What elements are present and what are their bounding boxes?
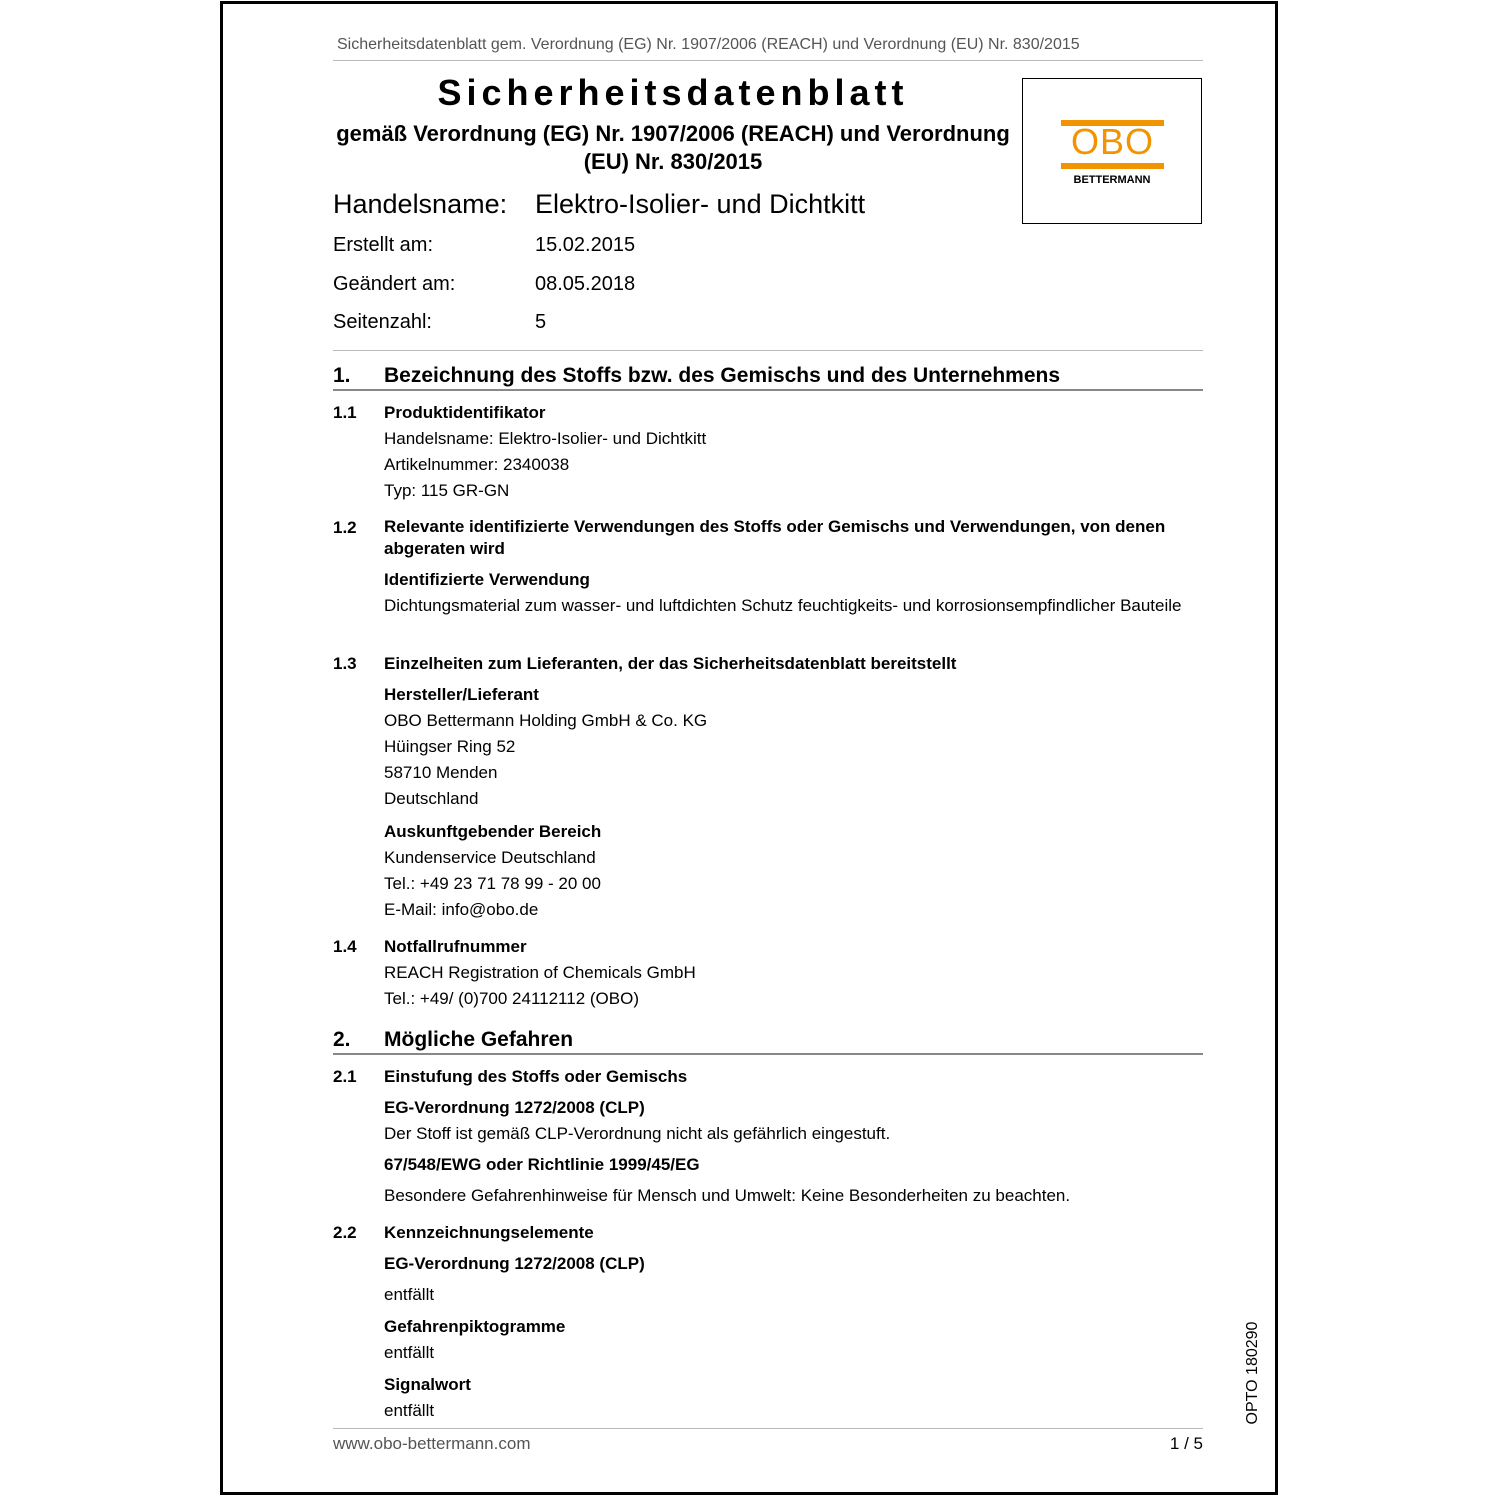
subsection-2-1-number: 2.1 bbox=[333, 1067, 357, 1086]
pages-label: Seitenzahl: bbox=[333, 311, 432, 333]
clp-heading: EG-Verordnung 1272/2008 (CLP) bbox=[384, 1098, 645, 1117]
subsection-1-1-title: Produktidentifikator bbox=[384, 403, 546, 422]
trade-name-label: Handelsname: bbox=[333, 189, 508, 219]
created-value: 15.02.2015 bbox=[535, 234, 636, 256]
section-1-rule bbox=[333, 389, 1203, 391]
product-article-number: Artikelnummer: 2340038 bbox=[384, 455, 570, 474]
obo-logo bbox=[1022, 78, 1202, 224]
manufacturer-city: 58710 Menden bbox=[384, 763, 498, 782]
signal-word-heading: Signalwort bbox=[384, 1375, 471, 1394]
section-1-title: Bezeichnung des Stoffs bzw. des Gemischs und des Unternehmens bbox=[384, 364, 1061, 387]
product-trade-name: Handelsname: Elektro-Isolier- und Dichtkitt bbox=[384, 429, 707, 448]
side-document-code: OPTO 180290 bbox=[1244, 1321, 1261, 1425]
product-type: Typ: 115 GR-GN bbox=[384, 481, 510, 500]
pictograms-heading: Gefahrenpiktogramme bbox=[384, 1317, 566, 1336]
logo-wordmark: OBO bbox=[1070, 121, 1154, 162]
changed-value: 08.05.2018 bbox=[535, 273, 636, 295]
emergency-phone: Tel.: +49/ (0)700 24112112 (OBO) bbox=[384, 989, 639, 1008]
identified-use-heading: Identifizierte Verwendung bbox=[384, 570, 590, 589]
subsection-1-4-number: 1.4 bbox=[333, 937, 357, 956]
header-divider bbox=[333, 60, 1203, 61]
document-subtitle: gemäß Verordnung (EG) Nr. 1907/2006 (REACH) und Verordnung (EU) Nr. 830/2015 bbox=[336, 121, 1010, 174]
subsection-2-2-number: 2.2 bbox=[333, 1223, 357, 1242]
section-2-number: 2. bbox=[333, 1028, 351, 1051]
information-department: Kundenservice Deutschland bbox=[384, 848, 596, 867]
logo-bar-bottom bbox=[1061, 163, 1164, 169]
subsection-1-3-number: 1.3 bbox=[333, 654, 357, 673]
information-phone: Tel.: +49 23 71 78 99 - 20 00 bbox=[384, 874, 601, 893]
manufacturer-country: Deutschland bbox=[384, 789, 479, 808]
manufacturer-heading: Hersteller/Lieferant bbox=[384, 685, 539, 704]
created-label: Erstellt am: bbox=[333, 234, 434, 256]
section-2-rule bbox=[333, 1053, 1203, 1055]
footer-divider bbox=[333, 1428, 1203, 1429]
directive-heading: 67/548/EWG oder Richtlinie 1999/45/EG bbox=[384, 1155, 700, 1174]
information-heading: Auskunftgebender Bereich bbox=[384, 822, 602, 841]
information-email: E-Mail: info@obo.de bbox=[384, 900, 539, 919]
trade-name-value: Elektro-Isolier- und Dichtkitt bbox=[535, 189, 866, 219]
labelling-clp-heading: EG-Verordnung 1272/2008 (CLP) bbox=[384, 1254, 645, 1273]
manufacturer-name: OBO Bettermann Holding GmbH & Co. KG bbox=[384, 711, 708, 730]
pictograms-text: entfällt bbox=[384, 1343, 435, 1362]
subsection-1-2-number: 1.2 bbox=[333, 518, 357, 537]
meta-divider bbox=[333, 350, 1203, 351]
section-1-number: 1. bbox=[333, 364, 351, 387]
emergency-company: REACH Registration of Chemicals GmbH bbox=[384, 963, 696, 982]
subsection-1-3-title: Einzelheiten zum Lieferanten, der das Sicherheitsdatenblatt bereitstellt bbox=[384, 654, 957, 673]
running-head: Sicherheitsdatenblatt gem. Verordnung (EG) Nr. 1907/2006 (REACH) und Verordnung (EU) Nr. 830/2015 bbox=[337, 36, 1080, 53]
directive-text: Besondere Gefahrenhinweise für Mensch und Umwelt: Keine Besonderheiten zu beachten. bbox=[384, 1186, 1071, 1205]
pages-value: 5 bbox=[535, 311, 547, 333]
subsection-1-1-number: 1.1 bbox=[333, 403, 357, 422]
labelling-clp-text: entfällt bbox=[384, 1285, 435, 1304]
clp-classification-text: Der Stoff ist gemäß CLP-Verordnung nicht als gefährlich eingestuft. bbox=[384, 1124, 891, 1143]
logo-subtext: BETTERMANN bbox=[1073, 174, 1151, 186]
footer-url: www.obo-bettermann.com bbox=[333, 1434, 531, 1453]
subsection-1-4-title: Notfallrufnummer bbox=[384, 937, 527, 956]
signal-word-text: entfällt bbox=[384, 1401, 435, 1420]
section-2-title: Mögliche Gefahren bbox=[384, 1028, 574, 1051]
subsection-1-2-title: Relevante identifizierte Verwendungen des Stoffs oder Gemischs und Verwendungen, von denen abgeraten wird bbox=[384, 517, 1166, 558]
subsection-2-1-title: Einstufung des Stoffs oder Gemischs bbox=[384, 1067, 688, 1086]
document-page bbox=[220, 1, 1278, 1495]
subsection-2-2-title: Kennzeichnungselemente bbox=[384, 1223, 594, 1242]
identified-use-text: Dichtungsmaterial zum wasser- und luftdichten Schutz feuchtigkeits- und korrosionsempfindlicher Bauteile bbox=[384, 596, 1182, 615]
document-title: Sicherheitsdatenblatt bbox=[437, 72, 909, 113]
footer-page-number: 1 / 5 bbox=[1169, 1434, 1203, 1453]
changed-label: Geändert am: bbox=[333, 273, 456, 295]
manufacturer-street: Hüingser Ring 52 bbox=[384, 737, 516, 756]
